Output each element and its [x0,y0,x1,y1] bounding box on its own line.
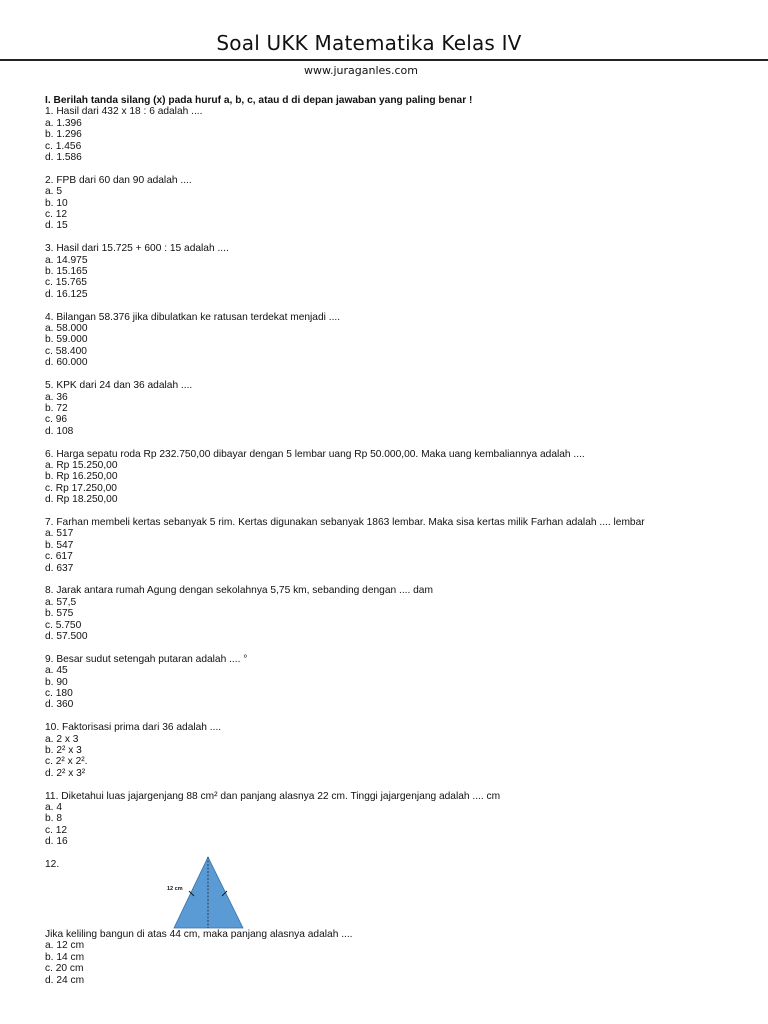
option-a: a. 36 [45,391,68,403]
option-b: b. 10 [45,197,68,209]
option-c: c. 5.750 [45,619,82,631]
question-sheet [45,95,745,997]
option-c: c. 15.765 [45,277,87,289]
option-b: b. 575 [45,608,74,620]
question-1 [45,106,745,163]
option-b: b. 8 [45,813,62,825]
header-divider [0,59,768,61]
option-a: a. 14.975 [45,254,88,266]
option-d: d. 24 cm [45,974,85,986]
option-d: d. 1.586 [45,152,82,164]
question-text: Jika keliling bangun di atas 44 cm, maka panjang alasnya adalah .... [45,929,353,941]
option-b: b. 59.000 [45,334,88,346]
question-11 [45,791,745,848]
option-b: b. 90 [45,676,68,688]
option-d: d. 637 [45,562,74,574]
option-b: b. 14 cm [45,951,85,963]
option-d: d. 16 [45,836,68,848]
question-10 [45,722,745,779]
option-b: b. 15.165 [45,266,88,278]
question-text: 11. Diketahui luas jajargenjang 88 cm² dan panjang alasnya 22 cm. Tinggi jajargenjang adalah .... cm [45,790,501,802]
option-d: d. 60.000 [45,357,88,369]
question-text: 4. Bilangan 58.376 jika dibulatkan ke ratusan terdekat menjadi .... [45,311,341,323]
option-d: d. Rp 18.250,00 [45,494,118,506]
option-a: a. 5 [45,186,62,198]
option-d: d. 16.125 [45,288,88,300]
option-d: d. 2² x 3² [45,767,86,779]
option-a: a. 2 x 3 [45,733,79,745]
question-5 [45,380,745,437]
option-a: a. Rp 15.250,00 [45,459,118,471]
question-12 [45,859,745,986]
option-c: c. 58.400 [45,345,87,357]
option-a: a. 58.000 [45,323,88,335]
document-title: Soal UKK Matematika Kelas IV [216,31,522,55]
option-c: c. 180 [45,688,73,699]
option-b: b. 72 [45,402,68,414]
option-c: c. 20 cm [45,963,84,975]
option-a: a. 517 [45,528,74,540]
question-12-figure-block [45,859,745,929]
option-a: a. 45 [45,665,68,677]
question-4 [45,312,745,369]
instruction-text: I. Berilah tanda silang (x) pada huruf a, b, c, atau d di depan jawaban yang paling benar ! [45,95,473,106]
option-c: c. 2² x 2². [45,756,88,768]
isosceles-triangle-figure [165,855,255,931]
option-b: b. 2² x 3 [45,745,82,757]
option-d: d. 360 [45,699,74,711]
option-c: c. 12 [45,824,68,836]
question-text: 3. Hasil dari 15.725 + 600 : 15 adalah .... [45,243,229,255]
option-a: a. 1.396 [45,117,82,129]
question-number: 12. [45,859,60,871]
question-text: 5. KPK dari 24 dan 36 adalah .... [45,380,193,392]
option-b: b. 1.296 [45,129,82,141]
question-6 [45,449,745,506]
side-length-label: 12 cm [167,886,183,893]
question-text: 9. Besar sudut setengah putaran adalah .... ° [45,653,248,665]
question-2 [45,175,745,232]
option-b: b. Rp 16.250,00 [45,471,118,483]
question-text: 2. FPB dari 60 dan 90 adalah .... [45,174,192,186]
option-d: d. 57.500 [45,630,88,642]
option-c: c. 1.456 [45,140,82,152]
option-d: d. 15 [45,220,68,232]
question-text: 8. Jarak antara rumah Agung dengan sekolahnya 5,75 km, sebanding dengan .... dam [45,585,433,597]
option-d: d. 108 [45,425,74,437]
question-text: 7. Farhan membeli kertas sebanyak 5 rim. Kertas digunakan sebanyak 1863 lembar. Maka sisa kertas milik Farhan adalah .... lembar [45,516,645,528]
option-a: a. 4 [45,802,62,814]
question-text: 1. Hasil dari 432 x 18 : 6 adalah .... [45,106,203,118]
website-url: www.juraganles.com [303,64,418,77]
question-9 [45,654,745,711]
question-8 [45,585,745,642]
option-c: c. 12 [45,209,68,221]
option-c: c. 617 [45,551,73,563]
question-text: 6. Harga sepatu roda Rp 232.750,00 dibayar dengan 5 lembar uang Rp 50.000,00. Maka uang kembaliannya adalah .... [45,448,585,460]
question-7 [45,517,745,574]
option-a: a. 57,5 [45,596,77,608]
option-b: b. 547 [45,539,74,551]
question-text: 10. Faktorisasi prima dari 36 adalah .... [45,722,222,734]
triangle-shape [174,857,243,928]
question-3 [45,243,745,300]
option-c: c. Rp 17.250,00 [45,482,117,494]
option-c: c. 96 [45,414,68,426]
option-a: a. 12 cm [45,940,85,952]
